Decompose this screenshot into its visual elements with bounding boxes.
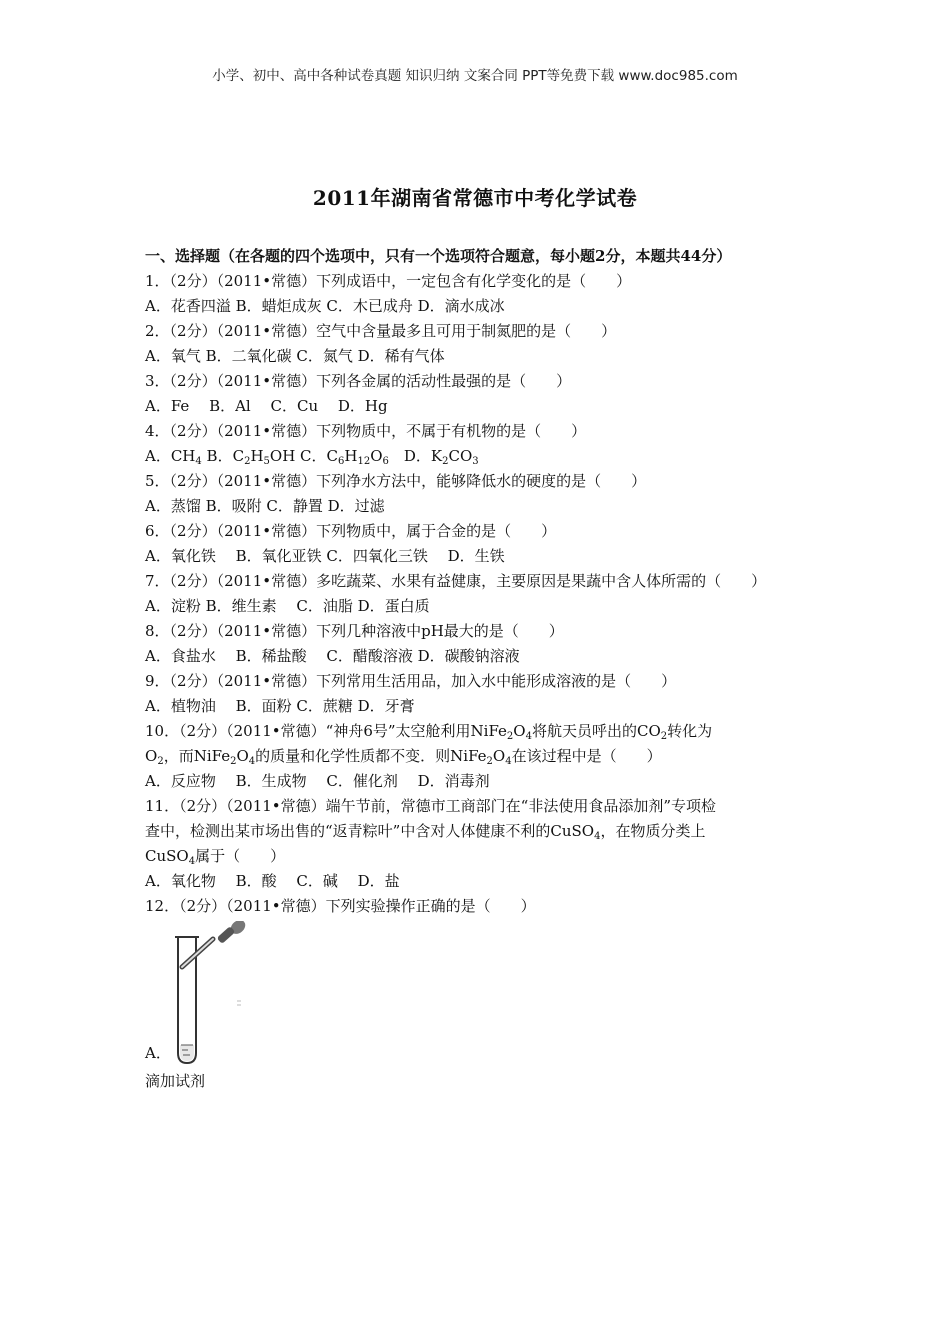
question-options: A．反应物 B．生成物 C．催化剂 D．消毒剂 [145,772,490,790]
question-stem: 9．（2分）（2011•常德）下列常用生活用品，加入水中能形成溶液的是（ ） [145,672,677,690]
question-options: A．花香四溢 B．蜡炬成灰 C．木已成舟 D．滴水成冰 [145,297,505,315]
question-stem: 10．（2分）（2011•常德）“神舟6号”太空舱利用$NiFe_2O_4$将航天员呼出的$CO_2$转化为 [145,722,713,742]
question-stem: 3．（2分）（2011•常德）下列各金属的活动性最强的是（ ） [145,372,572,390]
question-options: A．Fe B．Al C．Cu D．Hg [145,397,388,415]
question-stem: 4．（2分）（2011•常德）下列物质中，不属于有机物的是（ ） [145,422,587,440]
option-a-caption: 滴加试剂 [145,1072,206,1090]
question-stem: 2．（2分）（2011•常德）空气中含量最多且可用于制氮肥的是（ ） [145,322,617,340]
question-stem: 7．（2分）（2011•常德）多吃蔬菜、水果有益健康，主要原因是果蔬中含人体所需的（ ） [145,572,767,590]
question-stem: 1．（2分）（2011•常德）下列成语中，一定包含有化学变化的是（ ） [145,272,632,290]
exam-content [145,244,825,1094]
question-options: A．蒸馏 B．吸附 C．静置 D．过滤 [145,497,385,515]
question-stem: 5．（2分）（2011•常德）下列净水方法中，能够降低水的硬度的是（ ） [145,472,647,490]
question-options: A．氧化物 B．酸 C．碱 D．盐 [145,872,400,890]
page-header: 小学、初中、高中各种试卷真题 知识归纳 文案合同 PPT等免费下载 www.doc985.com [212,68,738,84]
exam-title: 2011年湖南省常德市中考化学试卷 [312,186,638,210]
question-options: A．氧气 B．二氧化碳 C．氮气 D．稀有气体 [145,347,445,365]
question-options: A．淀粉 B．维生素 C．油脂 D．蛋白质 [145,597,430,615]
question-options: A．$CH_4$ B．$C_2H_5OH$ C．$C_6H_{12}O_6$ D．$K_2CO_3$ [145,447,479,467]
question-stem-continued: $O_2$，而$NiFe_2O_4$的质量和化学性质都不变．则$NiFe_2O_4$在该过程中是（ ） [145,747,662,767]
question-stem-continued: 查中，检测出某市场出售的“返青粽叶”中含对人体健康不利的CuSO$_4$，在物质分类上 [145,822,706,842]
question-stem-continued: CuSO$_4$属于（ ） [145,847,286,867]
question-options: A．食盐水 B．稀盐酸 C．醋酸溶液 D．碳酸钠溶液 [145,647,520,665]
question-stem: 8．（2分）（2011•常德）下列几种溶液中pH最大的是（ ） [145,622,564,640]
dropper-test-tube-illustration [165,921,255,1069]
question-options: A．氧化铁 B．氧化亚铁 C．四氧化三铁 D．生铁 [145,547,505,565]
question-options: A．植物油 B．面粉 C．蔗糖 D．牙膏 [145,697,415,715]
section-heading: 一、选择题（在各题的四个选项中，只有一个选项符合题意，每小题2分，本题共44分） [145,247,732,265]
question-stem: 11．（2分）（2011•常德）端午节前，常德市工商部门在“非法使用食品添加剂”专项检 [145,797,716,815]
option-a-figure [145,919,825,1069]
question-stem: 6．（2分）（2011•常德）下列物质中，属于合金的是（ ） [145,522,557,540]
question-stem: 12．（2分）（2011•常德）下列实验操作正确的是（ ） [145,897,536,915]
option-a-label: A． [145,1044,171,1062]
